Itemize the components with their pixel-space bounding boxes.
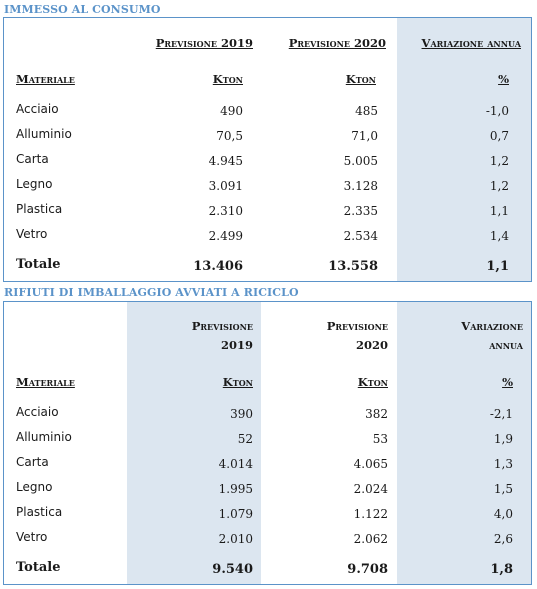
row-value-2019: 52	[237, 432, 253, 446]
row-material: Plastica	[16, 505, 63, 519]
row-value-2019: 3.091	[208, 179, 243, 193]
row-value-2020: 2.335	[343, 204, 378, 218]
section1-table	[3, 17, 532, 282]
row-material: Carta	[16, 152, 49, 166]
total-value-2019: 9.540	[212, 562, 253, 577]
header-variazione-annua: Variazione annua	[421, 36, 521, 50]
row-value-2019: 70,5	[216, 129, 243, 143]
row-value-2020: 2.062	[353, 532, 388, 546]
header-variazione-line2: annua	[489, 338, 523, 352]
row-variation: 1,2	[489, 154, 509, 168]
row-variation: 1,5	[493, 482, 513, 496]
header-previsione-2019-line1: Previsione	[191, 319, 253, 333]
row-variation: 4,0	[493, 507, 513, 521]
row-value-2020: 2.024	[353, 482, 388, 496]
section2-title: RIFIUTI DI IMBALLAGGIO AVVIATI A RICICLO	[4, 286, 299, 299]
row-value-2020: 1.122	[353, 507, 388, 521]
row-value-2020: 382	[365, 407, 388, 421]
row-value-2019: 4.014	[218, 457, 253, 471]
header-unit-2020: Kton	[357, 375, 388, 389]
row-material: Carta	[16, 455, 49, 469]
row-value-2019: 2.310	[208, 204, 243, 218]
row-variation: 1,9	[493, 432, 513, 446]
header-variazione-line1: Variazione	[461, 319, 523, 333]
row-material: Legno	[16, 480, 53, 494]
header-unit-var: %	[502, 375, 513, 389]
header-previsione-2020-line1: Previsione	[326, 319, 388, 333]
total-value-2020: 13.558	[328, 259, 378, 274]
header-previsione-2019-line2: 2019	[220, 338, 253, 352]
row-value-2019: 1.995	[218, 482, 253, 496]
row-value-2019: 2.499	[208, 229, 243, 243]
row-value-2019: 1.079	[218, 507, 253, 521]
header-materiale: Materiale	[16, 375, 75, 389]
total-variation: 1,1	[486, 259, 509, 274]
header-unit-2019: Kton	[222, 375, 253, 389]
row-value-2020: 3.128	[343, 179, 378, 193]
row-variation: 1,3	[493, 457, 513, 471]
total-value-2019: 13.406	[193, 259, 243, 274]
row-material: Plastica	[16, 202, 63, 216]
section1-title: IMMESSO AL CONSUMO	[4, 3, 161, 16]
section2-table	[3, 301, 532, 585]
total-label: Totale	[16, 257, 61, 272]
row-value-2019: 390	[230, 407, 253, 421]
total-variation: 1,8	[490, 562, 513, 577]
row-value-2020: 5.005	[343, 154, 378, 168]
row-value-2020: 2.534	[343, 229, 378, 243]
row-material: Alluminio	[16, 127, 72, 141]
row-variation: 1,4	[489, 229, 509, 243]
variazione-column-shade	[397, 18, 531, 281]
row-value-2019: 4.945	[208, 154, 243, 168]
header-previsione-2019: Previsione 2019	[155, 36, 253, 50]
total-value-2020: 9.708	[347, 562, 388, 577]
row-value-2019: 490	[220, 104, 243, 118]
row-variation: 1,1	[489, 204, 509, 218]
row-value-2020: 71,0	[351, 129, 378, 143]
row-value-2020: 4.065	[353, 457, 388, 471]
header-unit-var: %	[498, 72, 509, 86]
header-previsione-2020-line2: 2020	[355, 338, 388, 352]
header-unit-2020: Kton	[345, 72, 376, 86]
header-unit-2019: Kton	[212, 72, 243, 86]
row-material: Acciaio	[16, 102, 59, 116]
row-material: Alluminio	[16, 430, 72, 444]
row-value-2020: 53	[372, 432, 388, 446]
row-variation: 1,2	[489, 179, 509, 193]
row-value-2020: 485	[355, 104, 378, 118]
row-variation: -2,1	[489, 407, 513, 421]
header-previsione-2020: Previsione 2020	[288, 36, 386, 50]
row-value-2019: 2.010	[218, 532, 253, 546]
row-variation: 0,7	[489, 129, 509, 143]
row-material: Vetro	[16, 530, 48, 544]
row-material: Acciaio	[16, 405, 59, 419]
row-material: Legno	[16, 177, 53, 191]
row-material: Vetro	[16, 227, 48, 241]
row-variation: -1,0	[485, 104, 509, 118]
row-variation: 2,6	[493, 532, 513, 546]
total-label: Totale	[16, 560, 61, 575]
header-materiale: Materiale	[16, 72, 75, 86]
